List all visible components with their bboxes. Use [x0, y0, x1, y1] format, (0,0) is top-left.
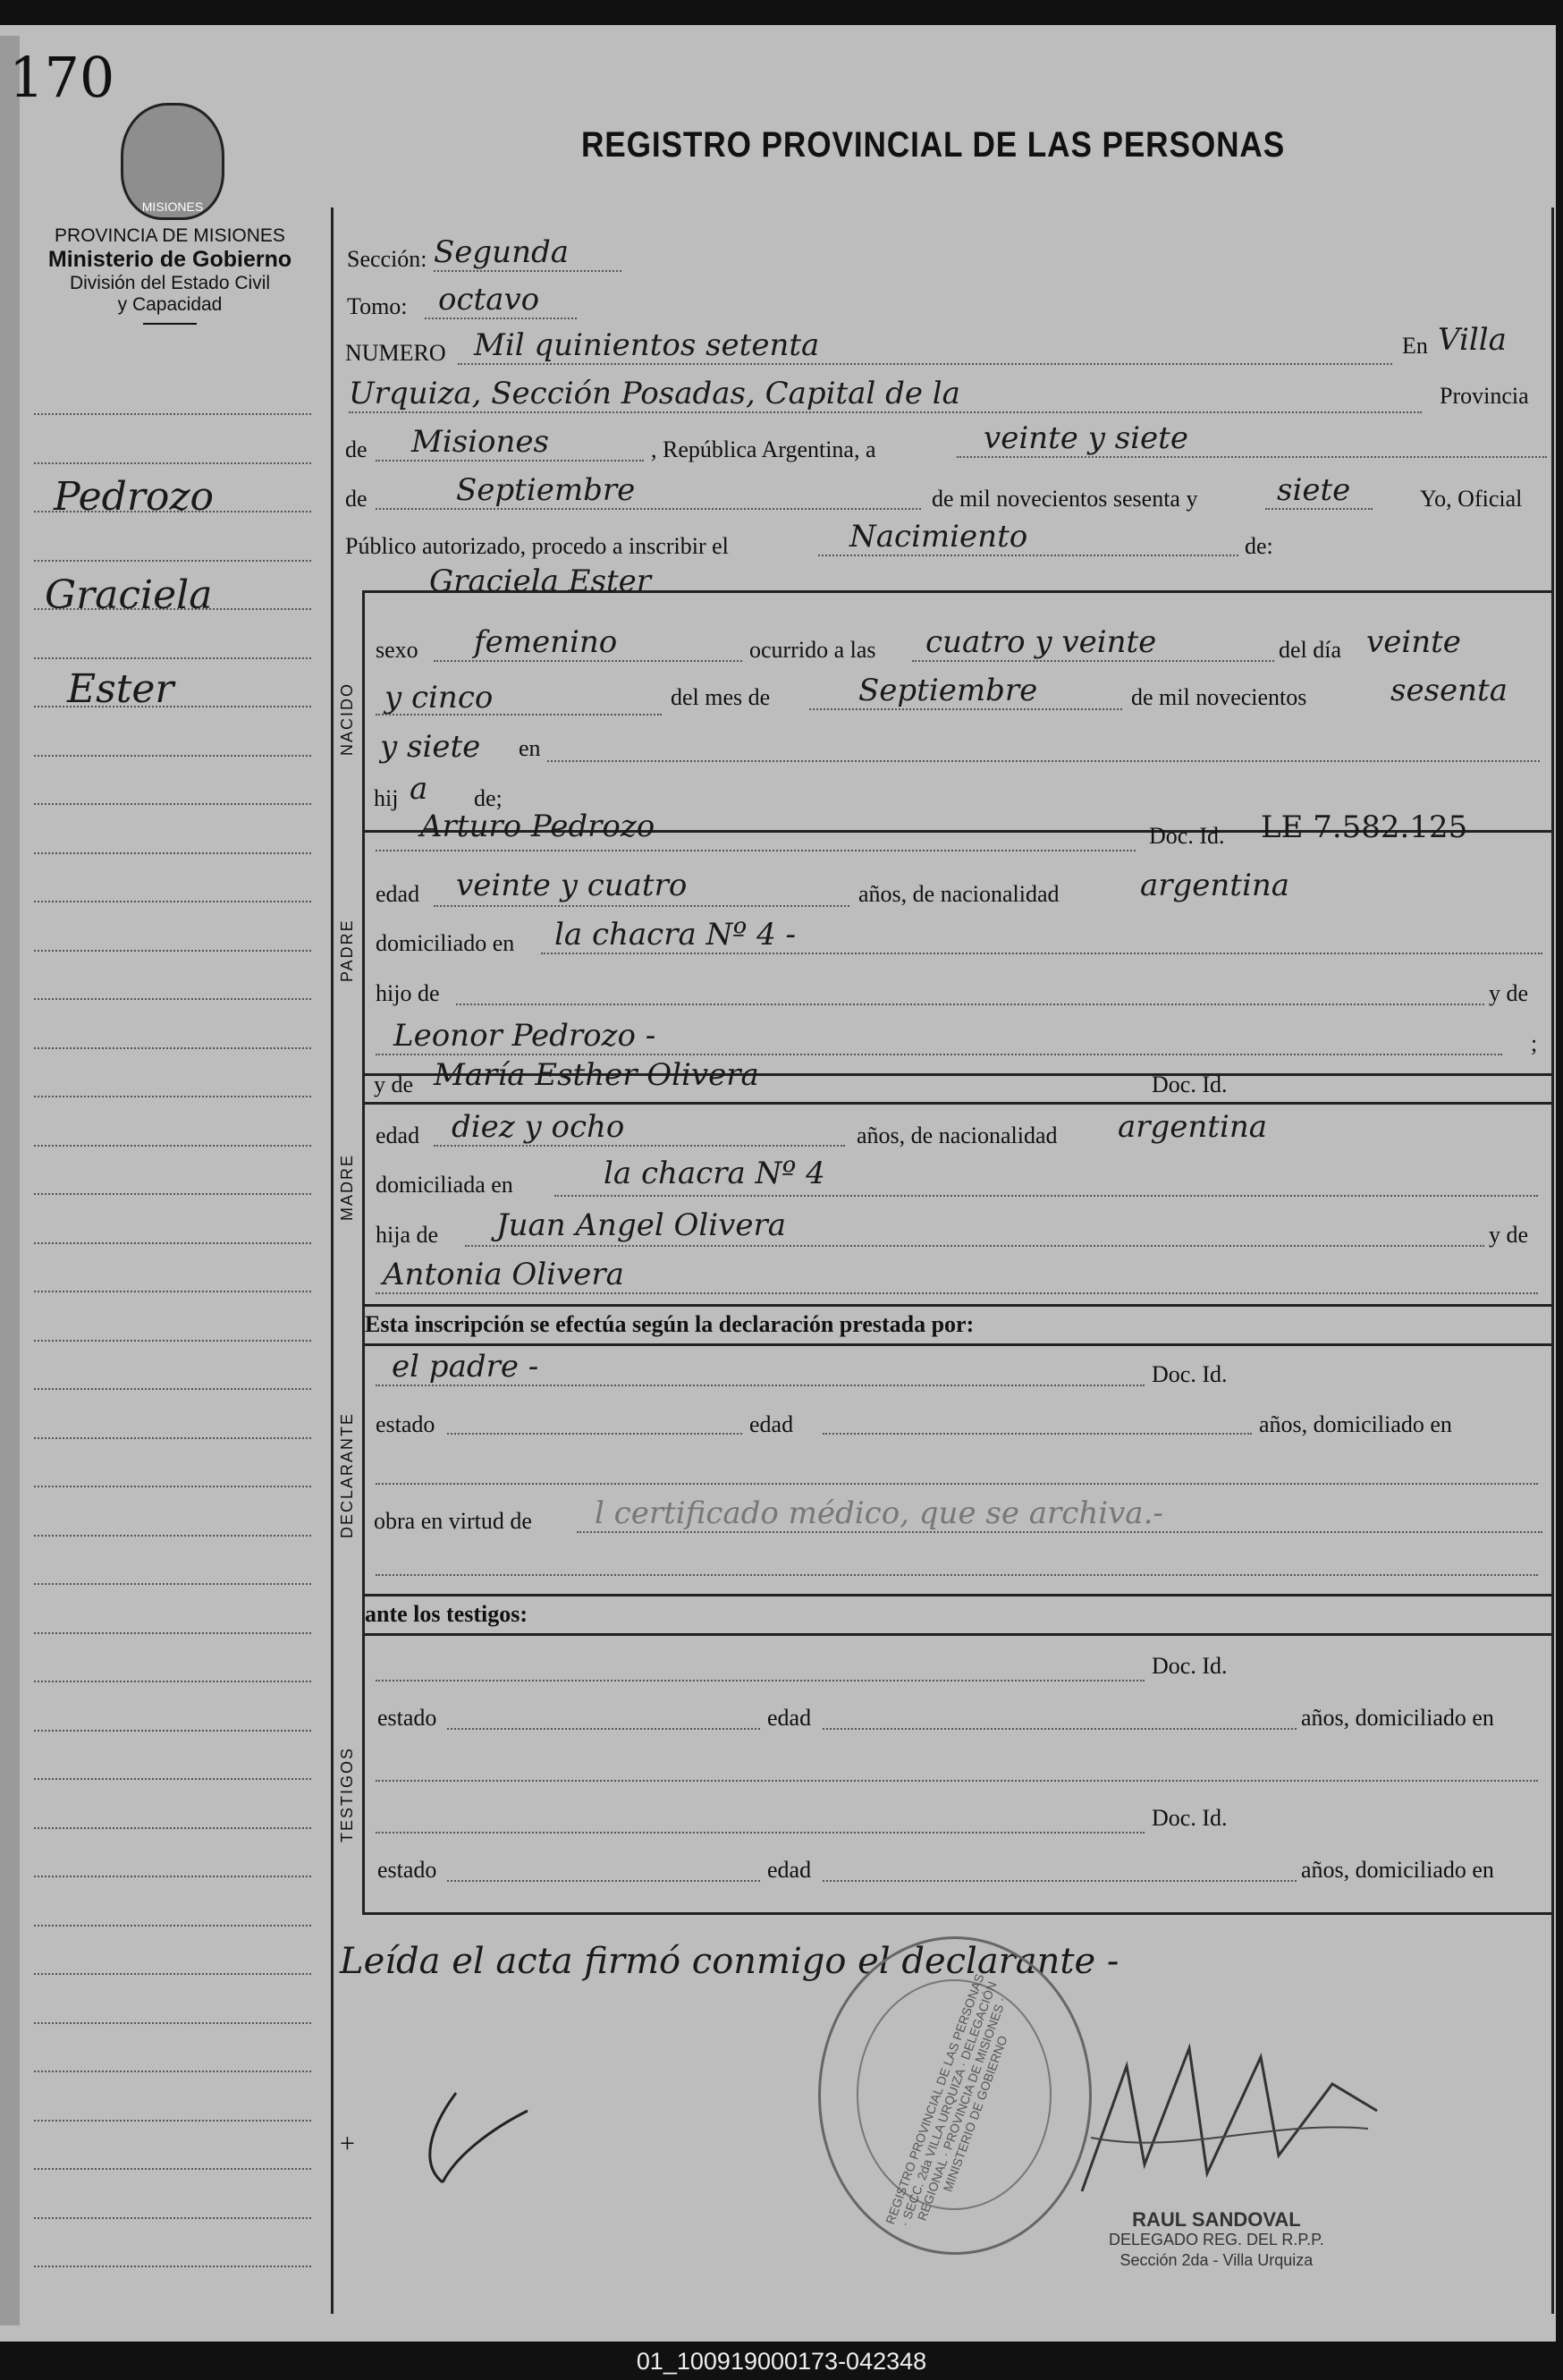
margin-ruled-line: [34, 1340, 311, 1342]
padre-edad-value: veinte y cuatro: [456, 868, 688, 903]
anio-nacido-value: sesenta: [1390, 673, 1508, 708]
tomo-label: Tomo:: [347, 293, 408, 319]
section-testigos: TESTIGOS: [338, 1746, 356, 1842]
margin-ruled-line: [34, 2022, 311, 2024]
obra-label: obra en virtud de: [374, 1508, 532, 1534]
padre-hijo-dots: [456, 1004, 1484, 1005]
padre-yde-label: y de: [1489, 980, 1529, 1006]
dia-value: veinte y siete: [984, 420, 1188, 456]
madre-madre-dots: [376, 1292, 1538, 1294]
margin-divider: [331, 208, 334, 2314]
closing-plus: +: [340, 2129, 355, 2158]
obra-dots-2: [376, 1574, 1538, 1576]
margin-ruled-line: [34, 1145, 311, 1147]
declarante-doc-label: Doc. Id.: [1152, 1361, 1228, 1387]
republica-label: , República Argentina, a: [651, 436, 876, 462]
hijo-de-label: de;: [474, 785, 503, 811]
right-border: [1551, 208, 1554, 2314]
page-title: REGISTRO PROVINCIAL DE LAS PERSONAS: [581, 125, 1286, 165]
official-signature-icon: [1073, 2030, 1395, 2209]
margin-first-name: Graciela: [45, 572, 213, 618]
hora-value: cuatro y veinte: [925, 624, 1157, 660]
sexo-dots: [434, 660, 742, 662]
madre-domicilio-label: domiciliada en: [376, 1172, 513, 1198]
margin-ruled-line: [34, 1096, 311, 1097]
seccion-label: Sección:: [347, 246, 427, 272]
sexo-value: femenino: [474, 624, 618, 660]
margin-ruled-line: [34, 950, 311, 952]
margin-ruled-line: [34, 1388, 311, 1390]
madre-yde-label-2: y de: [1489, 1222, 1529, 1248]
testigo1-estado-label: estado: [377, 1705, 437, 1731]
madre-hija-label: hija de: [376, 1222, 439, 1248]
del-dia-label: del día: [1279, 637, 1342, 663]
madre-doc-label: Doc. Id.: [1152, 1071, 1228, 1097]
obra-value: l certificado médico, que se archiva.-: [595, 1495, 1163, 1531]
margin-ruled-line: [34, 803, 311, 805]
office-province: PROVINCIA DE MISIONES: [55, 225, 285, 246]
provincia-value: Misiones: [411, 424, 549, 460]
margin-ruled-line: [34, 1437, 311, 1439]
padre-semicolon: ;: [1531, 1030, 1538, 1056]
margin-ruled-line: [34, 755, 311, 757]
declarante-anios-label: años, domiciliado en: [1259, 1411, 1452, 1437]
margin-ruled-line: [34, 2168, 311, 2170]
margin-ruled-line: [34, 1827, 311, 1829]
publico-label: Público autorizado, procedo a inscribir el: [345, 533, 729, 559]
margin-ruled-line: [34, 1291, 311, 1292]
margin-ruled-line: [34, 901, 311, 902]
section-madre: MADRE: [338, 1153, 356, 1221]
dia-cont-dots: [376, 714, 662, 716]
margin-ruled-line: [34, 413, 311, 415]
padre-hijo-label: hijo de: [376, 980, 440, 1006]
lugar-dots: [547, 760, 1540, 762]
mes-nacido-label: del mes de: [671, 684, 771, 710]
testigos-intro: ante los testigos:: [365, 1601, 528, 1627]
padre-padres-dots: [376, 1054, 1502, 1055]
seal-label: MISIONES: [141, 199, 204, 214]
mil-label: de mil novecientos sesenta y: [932, 486, 1198, 512]
margin-ruled-line: [34, 852, 311, 854]
madre-padre-value: Juan Angel Olivera: [496, 1207, 786, 1243]
declarante-intro: Esta inscripción se efectúa según la declaración prestada por:: [365, 1311, 975, 1337]
declarante-edad-dots: [823, 1433, 1252, 1435]
margin-ruled-line: [34, 1973, 311, 1975]
tomo-dots: [425, 318, 577, 319]
sexo-label: sexo: [376, 637, 418, 663]
margin-ruled-line: [34, 1681, 311, 1682]
declarante-estado-dots: [447, 1433, 742, 1435]
declarante-edad-label: edad: [749, 1411, 794, 1437]
margin-ruled-line: [34, 2071, 311, 2072]
en-nacido-label: en: [519, 735, 541, 761]
declarante-nombre: el padre -: [392, 1349, 539, 1385]
dia-nacido-value: veinte: [1366, 624, 1461, 660]
place-value: Urquiza, Sección Posadas, Capital de la: [349, 376, 960, 411]
numero-label: NUMERO: [345, 340, 446, 366]
seccion-value: Segunda: [434, 234, 570, 270]
anio-dots: [1265, 508, 1373, 510]
padre-domicilio-label: domiciliado en: [376, 930, 515, 956]
margin-ruled-line: [34, 2217, 311, 2219]
anio-value: siete: [1277, 472, 1351, 508]
madre-nacionalidad: argentina: [1118, 1109, 1268, 1145]
official-block: [1109, 2209, 1324, 2271]
padre-nombre: Arturo Pedrozo: [420, 809, 655, 844]
section-nacido: NACIDO: [338, 682, 356, 756]
provincial-seal-icon: [121, 103, 224, 220]
margin-ruled-line: [34, 560, 311, 562]
testigo1-edad-dots: [823, 1728, 1297, 1730]
closing-text: Leída el acta firmó conmigo el declarante -: [340, 1941, 1119, 1982]
hora-dots: [912, 660, 1274, 662]
madre-nombre: María Esther Olivera: [434, 1057, 759, 1093]
office-ministry: Ministerio de Gobierno: [47, 247, 292, 272]
provincia-dots: [376, 460, 644, 462]
padre-nombre-dots: [376, 850, 1136, 851]
padre-nacionalidad: argentina: [1140, 868, 1290, 903]
margin-ruled-line: [34, 1876, 311, 1877]
testigo1-doc-label: Doc. Id.: [1152, 1653, 1228, 1679]
official-name: RAUL SANDOVAL: [1132, 2208, 1301, 2231]
declarant-signature-icon: [393, 2075, 572, 2191]
nacido-nombre: Graciela Ester: [429, 563, 651, 599]
testigo2-estado-dots: [447, 1880, 760, 1882]
stamp-text: REGISTRO PROVINCIAL DE LAS PERSONAS · SECC. 2da VILLA URQUIZA · DELEGACIÓN REGIONAL · PROVINCIA DE MISIONES · MINISTERIO DE GOBIERNO: [883, 1971, 1010, 2229]
hijo-suffix: a: [410, 771, 428, 807]
anio-nacido-cont: y siete: [380, 729, 481, 765]
margin-ruled-line: [34, 2120, 311, 2122]
testigo2-edad-dots: [823, 1880, 1297, 1882]
margin-ruled-line: [34, 1778, 311, 1780]
rule-declarante-top: [362, 1304, 1551, 1307]
hijo-label: hij: [374, 785, 399, 811]
testigo2-estado-label: estado: [377, 1857, 437, 1883]
testigo1-domicilio-dots: [376, 1780, 1538, 1782]
margin-ruled-line: [34, 1193, 311, 1195]
mes-value: Septiembre: [456, 472, 636, 508]
padre-edad-dots: [434, 905, 849, 907]
padre-anios-label: años, de nacionalidad: [858, 881, 1060, 907]
mes-nacido-value: Septiembre: [858, 673, 1038, 708]
margin-ruled-line: [34, 1535, 311, 1537]
rule-testigos-inner: [362, 1633, 1551, 1636]
madre-edad-label: edad: [376, 1122, 420, 1148]
declarante-estado-label: estado: [376, 1411, 435, 1437]
madre-anios-label: años, de nacionalidad: [857, 1122, 1058, 1148]
de-label: de: [345, 436, 368, 462]
de-label-2: de: [345, 486, 368, 512]
margin-surname: Pedrozo: [54, 474, 215, 520]
margin-ruled-line: [34, 1047, 311, 1049]
office-divider: [143, 323, 197, 325]
rule-declarante-inner: [362, 1343, 1551, 1346]
madre-domicilio-dots: [554, 1195, 1538, 1197]
margin-ruled-line: [34, 657, 311, 659]
section-padre: PADRE: [338, 919, 356, 982]
margin-ruled-line: [34, 998, 311, 1000]
binding-spine: [0, 36, 20, 2325]
margin-ruled-line: [34, 1583, 311, 1585]
official-title: DELEGADO REG. DEL R.P.P.: [1109, 2231, 1324, 2249]
testigo1-anios-label: años, domiciliado en: [1301, 1705, 1494, 1731]
office-capacity: y Capacidad: [117, 294, 223, 315]
de-colon-label: de:: [1245, 533, 1273, 559]
padre-doc-label: Doc. Id.: [1149, 823, 1225, 849]
place-dots: [349, 411, 1422, 413]
padre-domicilio-value: la chacra Nº 4 -: [554, 917, 797, 953]
en-value: Villa: [1438, 322, 1507, 358]
padre-padres-value: Leonor Pedrozo -: [393, 1018, 656, 1054]
rule-madre-inner: [362, 1102, 1551, 1105]
testigo1-nombre-dots: [376, 1680, 1145, 1681]
registry-stamp-icon: [818, 1936, 1092, 2255]
margin-ruled-line: [34, 1632, 311, 1634]
section-declarante: DECLARANTE: [338, 1411, 356, 1538]
oficial-label: Yo, Oficial: [1420, 486, 1523, 512]
madre-edad-value: diez y ocho: [452, 1109, 625, 1145]
dia-dots: [957, 456, 1547, 458]
madre-hija-dots: [465, 1245, 1484, 1247]
testigo2-doc-label: Doc. Id.: [1152, 1805, 1228, 1831]
acto-value: Nacimiento: [849, 519, 1028, 555]
en-label: En: [1402, 333, 1428, 359]
testigo2-edad-label: edad: [767, 1857, 812, 1883]
margin-ruled-line: [34, 2266, 311, 2267]
acto-dots: [818, 555, 1238, 556]
padre-domicilio-dots: [541, 953, 1542, 954]
margin-ruled-line: [34, 1925, 311, 1927]
provincia-label: Provincia: [1440, 383, 1529, 409]
testigo1-edad-label: edad: [767, 1705, 812, 1731]
obra-dots: [577, 1531, 1542, 1533]
official-section: Sección 2da - Villa Urquiza: [1119, 2251, 1314, 2269]
margin-ruled-line: [34, 462, 311, 464]
testigo2-anios-label: años, domiciliado en: [1301, 1857, 1494, 1883]
mes-dots: [376, 508, 921, 510]
tomo-value: octavo: [438, 282, 540, 318]
rule-testigos-bottom: [362, 1912, 1551, 1915]
padre-doc-value: LE 7.582.125: [1261, 809, 1468, 845]
rule-testigos-top: [362, 1594, 1551, 1597]
image-id-footer: 01_100919000173-042348: [636, 2348, 927, 2375]
numero-value: Mil quinientos setenta: [474, 327, 820, 363]
office-division: División del Estado Civil: [69, 273, 271, 293]
margin-ruled-line: [34, 1730, 311, 1732]
margin-second-name: Ester: [67, 666, 174, 712]
margin-ruled-line: [34, 1242, 311, 1244]
folio-number: 170: [9, 45, 115, 110]
seccion-dots: [434, 270, 621, 272]
mil-nacido-label: de mil novecientos: [1131, 684, 1307, 710]
dia-nacido-cont: y cinco: [384, 680, 494, 716]
numero-dots: [458, 363, 1392, 365]
declarante-domicilio-dots: [376, 1483, 1538, 1485]
padre-edad-label: edad: [376, 881, 420, 907]
office-block: [18, 225, 322, 325]
madre-domicilio-value: la chacra Nº 4: [604, 1156, 825, 1191]
ocurrido-label: ocurrido a las: [749, 637, 876, 663]
section-divider: [362, 590, 365, 1914]
margin-ruled-line: [34, 1486, 311, 1487]
madre-yde-label: y de: [374, 1071, 414, 1097]
madre-madre-value: Antonia Olivera: [383, 1257, 624, 1292]
declarante-nombre-dots: [376, 1385, 1145, 1386]
testigo2-nombre-dots: [376, 1832, 1145, 1834]
mes-nacido-dots: [809, 708, 1122, 710]
testigo1-estado-dots: [447, 1728, 760, 1730]
madre-edad-dots: [434, 1145, 845, 1147]
